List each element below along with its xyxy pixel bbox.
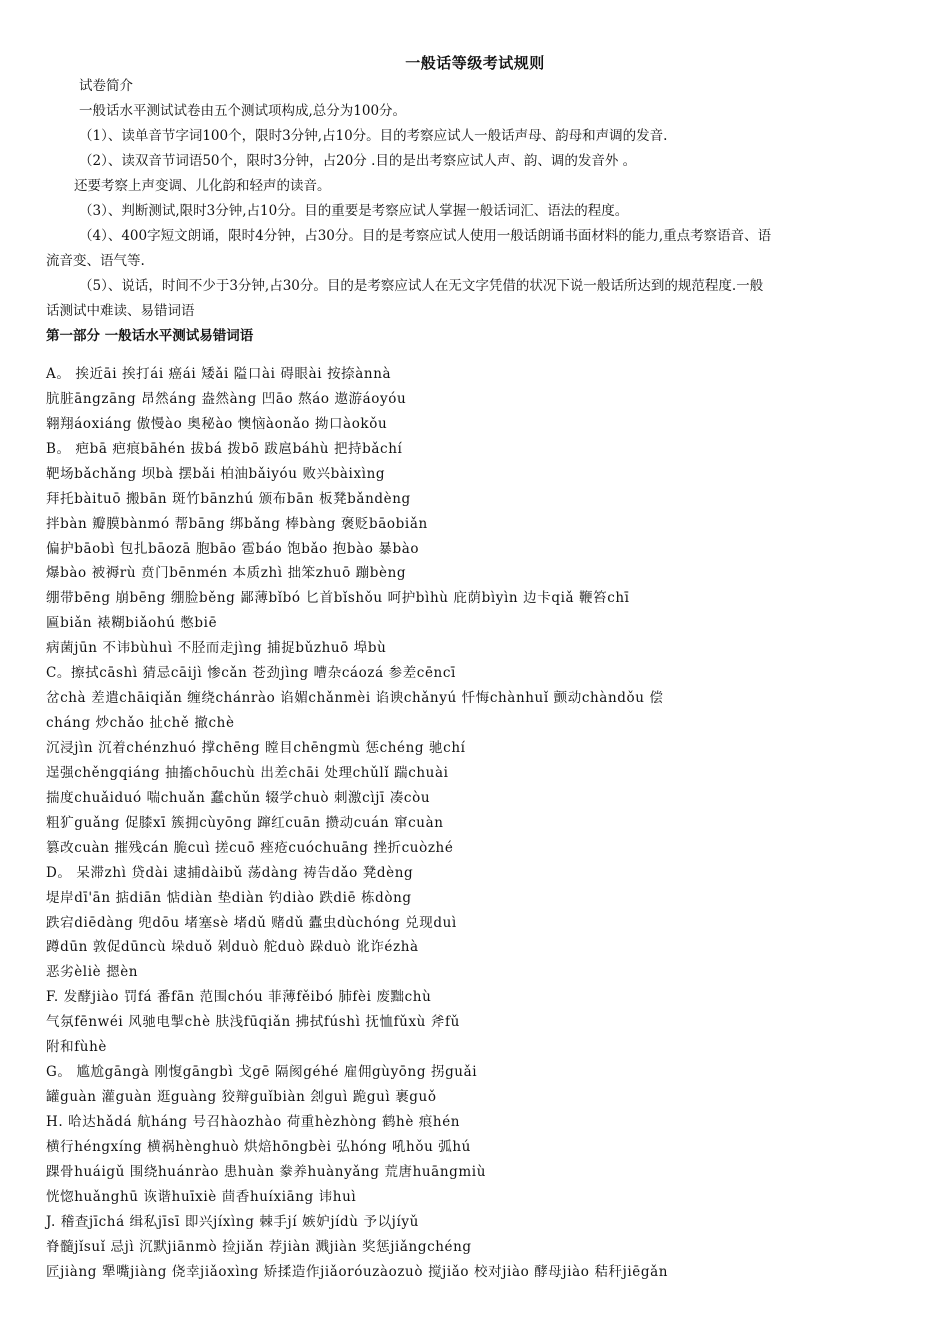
entry-line: 拜托bàituō 搬bān 斑竹bānzhú 颁布bān 板凳bǎndèng — [46, 490, 411, 507]
entry-line: 揣度chuǎiduó 喘chuǎn 蠢chǔn 辍学chuò 刺激cìjī 凑còu — [46, 789, 431, 806]
intro-item-1: （1）、读单音节字词100个，限时3分钟,占10分。目的考察应试人一般话声母、韵母和声调的发音. — [79, 128, 668, 144]
entry-line: 沉浸jìn 沉着chénzhuó 撑chēng 瞠目chēngmù 惩chéng 驰chí — [46, 740, 466, 756]
entry-line: J. 稽查jīchá 缉私jīsī 即兴jíxìng 棘手jí 嫉妒jídù 予以jíyǔ — [46, 1213, 419, 1230]
entry-line: D。 呆滞zhì 贷dài 逮捕dàibǔ 荡dàng 祷告dǎo 凳dèng — [46, 864, 414, 881]
entry-line: 脊髓jǐsuǐ 忌jì 沉默jiānmò 捡jiǎn 荐jiàn 溅jiàn 奖惩jiǎngchéng — [46, 1238, 472, 1255]
entry-line: 匠jiàng 犟嘴jiàng 侥幸jiǎoxìng 矫揉造作jiǎoróuzàozuò 搅jiǎo 校对jiào 酵母jiào 秸秆jiēgǎn — [46, 1263, 669, 1280]
entry-line: 横行héngxíng 横祸hènghuò 烘焙hōngbèi 弘hóng 吼hǒu 弧hú — [46, 1138, 471, 1155]
intro-heading: 试卷简介 — [79, 78, 133, 94]
entry-line: 恍惚huǎnghū 诙谐huīxiè 茴香huíxiāng 讳huì — [46, 1188, 357, 1205]
entry-line: 粗犷guǎng 促膝xī 簇拥cùyōng 蹿红cuān 攒动cuán 窜cuàn — [46, 814, 444, 831]
entry-line: B。 疤bā 疤痕bāhén 拔bá 拨bō 跋扈báhù 把持bǎchí — [46, 440, 403, 457]
entry-line: H. 哈达hǎdá 航háng 号召hàozhào 荷重hèzhòng 鹤hè 痕hén — [46, 1113, 461, 1130]
entry-line: 踝骨huáigǔ 围绕huánrào 患huàn 豢养huànyǎng 荒唐huāngmiù — [46, 1163, 486, 1180]
intro-paragraph: 一般话水平测试试卷由五个测试项构成,总分为100分。 — [79, 103, 407, 119]
entry-line: cháng 炒chǎo 扯chě 撤chè — [46, 715, 235, 731]
entry-line: A。 挨近āi 挨打ái 癌ái 矮ǎi 隘口ài 碍眼ài 按捺ànnà — [46, 366, 392, 382]
entry-line: 堤岸dī'ān 掂diān 惦diàn 垫diàn 钓diào 跌diē 栋dòng — [46, 889, 412, 906]
section-heading: 第一部分 一般话水平测试易错词语 — [46, 328, 254, 344]
intro-item-2: （2）、读双音节词语50个，限时3分钟，占20分 .目的是出考察应试人声、韵、调的发音外 。 — [79, 153, 637, 169]
entry-line: 附和fùhè — [46, 1039, 107, 1056]
entry-line: 罐guàn 灌guàn 逛guàng 狡辩guǐbiàn 刽guì 跪guì 裹guǒ — [46, 1089, 437, 1105]
entry-line: 偏护bāobì 包扎bāozā 胞bāo 雹báo 饱bǎo 抱bào 暴bào — [46, 540, 420, 557]
entry-line: F. 发酵jiào 罚fá 番fān 范围chóu 菲薄fěibó 肺fèi 废黜chù — [46, 989, 432, 1006]
entry-line: 气氛fēnwéi 风驰电掣chè 肤浅fūqiǎn 拂拭fúshì 抚恤fǔxù 斧fǔ — [46, 1014, 460, 1031]
entry-line: 肮脏āngzāng 昂然áng 盎然àng 凹āo 熬áo 遨游áoyóu — [46, 390, 407, 407]
entry-line: 病菌jūn 不讳bùhuì 不胫而走jìng 捕捉bǔzhuō 埠bù — [46, 640, 387, 657]
entry-line: 篡改cuàn 摧残cán 脆cuì 搓cuō 痤疮cuóchuāng 挫折cuòzhé — [46, 839, 454, 856]
entry-line: 逞强chěngqiáng 抽搐chōuchù 出差chāi 处理chǔlǐ 踹chuài — [46, 764, 449, 781]
entry-line: 岔chà 差遣chāiqiǎn 缠绕chánrào 谄媚chǎnmèi 谄谀chǎnyú 忏悔chànhuǐ 颤动chàndǒu 偿 — [46, 690, 664, 707]
intro-item-2-cont: 还要考察上声变调、儿化韵和轻声的读音。 — [74, 178, 331, 194]
intro-item-4-cont: 流音变、语气等. — [46, 253, 145, 269]
intro-item-3: （3）、判断测试,限时3分钟,占10分。目的重要是考察应试人掌握一般话词汇、语法的程度。 — [79, 203, 629, 219]
entry-line: 爆bào 被褥rù 贲门bēnmén 本质zhì 拙笨zhuō 蹦bèng — [46, 565, 407, 582]
entry-line: 匾biǎn 裱糊biǎohú 憋biē — [46, 615, 218, 632]
entry-line: 靶场bǎchǎng 坝bà 摆bǎi 柏油bǎiyóu 败兴bàixìng — [46, 465, 386, 482]
intro-item-5-cont: 话测试中难读、易错词语 — [46, 303, 195, 319]
entry-line: G。 尴尬gāngà 刚愎gāngbì 戈gē 隔阂géhé 雇佣gùyōng 拐guǎi — [46, 1064, 478, 1080]
entry-line: 恶劣èliè 摁èn — [46, 964, 139, 981]
entry-line: 翱翔áoxiáng 傲慢ào 奥秘ào 懊恼àonǎo 拗口àokǒu — [46, 415, 388, 432]
intro-item-5: （5）、说话，时间不少于3分钟,占30分。目的是考察应试人在无文字凭借的状况下说一般话所达到的规范程度.一般 — [79, 278, 764, 294]
intro-item-4: （4）、400字短文朗诵，限时4分钟，占30分。目的是考察应试人使用一般话朗诵书面材料的能力,重点考察语音、语 — [79, 228, 772, 244]
entry-line: 跌宕diēdàng 兜dōu 堵塞sè 堵dǔ 赌dǔ 蠹虫dùchóng 兑现duì — [46, 914, 457, 931]
document-title: 一般话等级考试规则 — [405, 54, 545, 72]
entry-line: 绷带bēng 崩bēng 绷脸běng 鄙薄bǐbó 匕首bǐshǒu 呵护bìhù 庇荫bìyìn 边卡qiǎ 鞭笞chī — [46, 590, 630, 607]
entry-line: 拌bàn 瓣膜bànmó 帮bāng 绑bǎng 棒bàng 褒贬bāobiǎn — [46, 515, 428, 532]
entry-line: C。擦拭cāshì 猜忌cāijì 惨cǎn 苍劲jìng 嘈杂cáozá 参差cēncī — [46, 665, 456, 682]
entry-line: 蹲dūn 敦促dūncù 垛duǒ 剁duò 舵duò 跺duò 讹诈ézhà — [46, 939, 419, 956]
